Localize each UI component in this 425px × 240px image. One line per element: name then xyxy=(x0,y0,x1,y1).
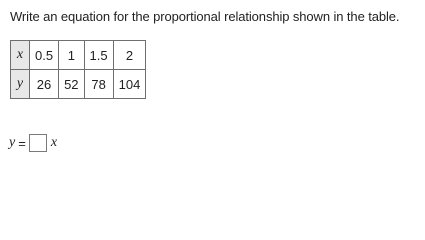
row-label-y: y xyxy=(11,70,30,99)
table-cell: 52 xyxy=(59,70,84,99)
table-cell: 104 xyxy=(113,70,146,99)
table-row-y xyxy=(11,70,146,99)
answer-rhs-variable: x xyxy=(50,135,58,150)
row-label-x: x xyxy=(11,41,30,70)
answer-input-box[interactable] xyxy=(29,134,47,152)
answer-equation xyxy=(9,134,57,152)
table-cell: 1 xyxy=(59,41,84,70)
proportional-table xyxy=(10,40,146,99)
table-cell: 26 xyxy=(30,70,59,99)
table-cell: 1.5 xyxy=(84,41,113,70)
equals-sign: = xyxy=(18,135,26,151)
table-cell: 2 xyxy=(113,41,146,70)
table-cell: 78 xyxy=(84,70,113,99)
question-prompt: Write an equation for the proportional relationship shown in the table. xyxy=(10,9,400,24)
answer-lhs-variable: y xyxy=(9,135,16,150)
table-row-x xyxy=(11,41,146,70)
table-cell: 0.5 xyxy=(30,41,59,70)
